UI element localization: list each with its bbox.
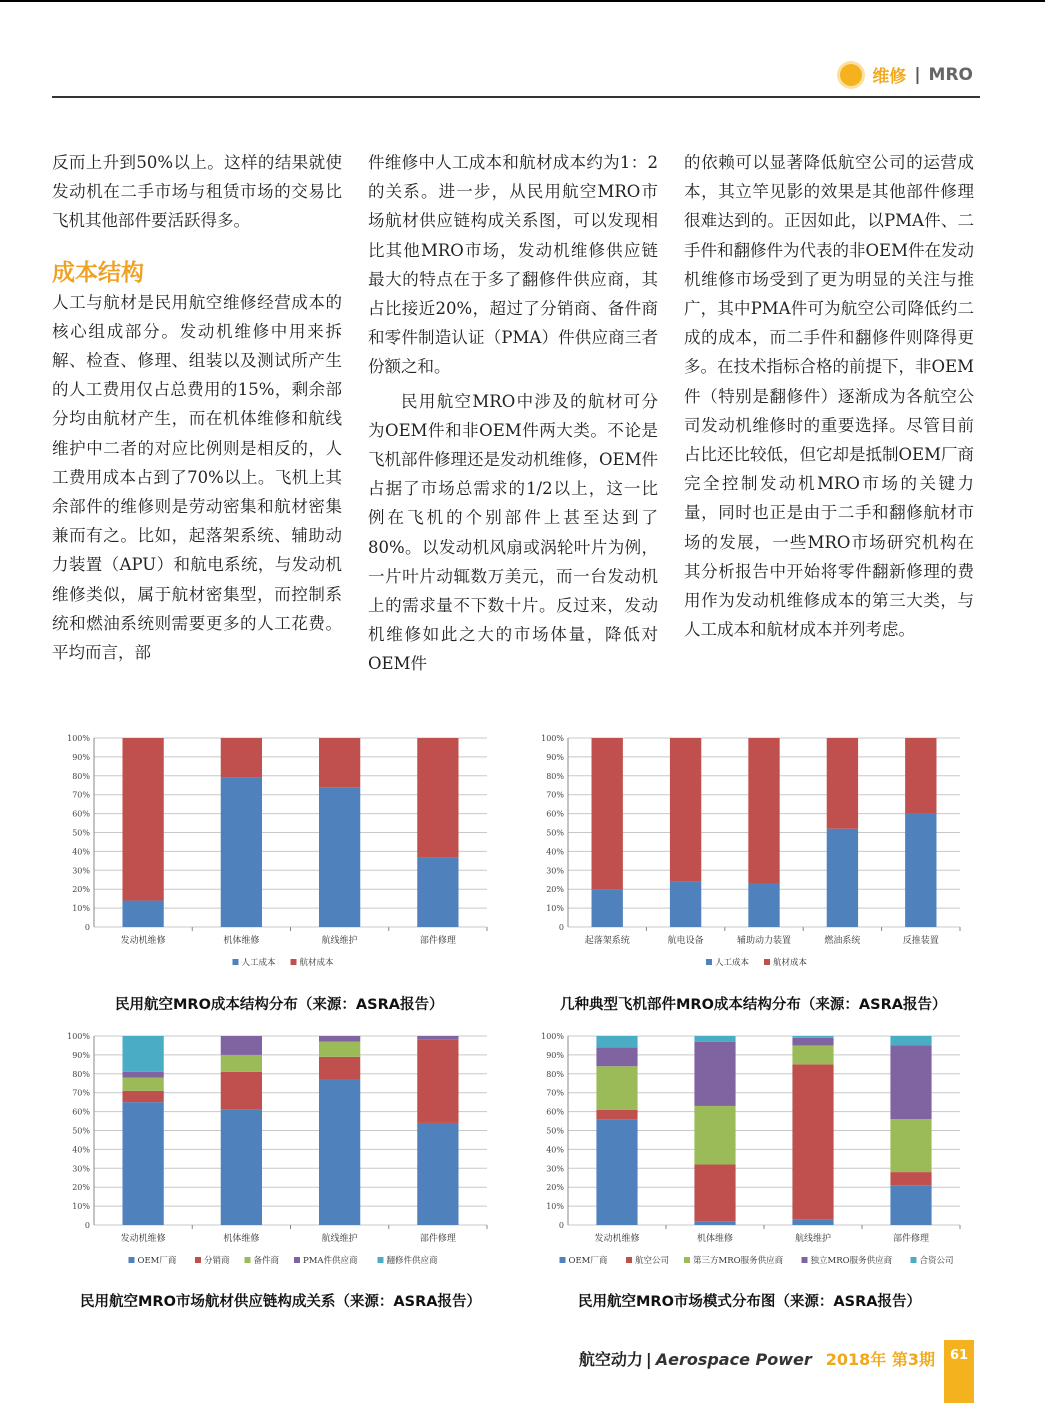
y-tick-label: 70% (546, 790, 564, 800)
bar-segment (417, 857, 458, 927)
bar-segment (122, 1078, 163, 1091)
y-tick-label: 50% (72, 828, 90, 838)
y-tick-label: 20% (72, 885, 90, 895)
y-tick-label: 10% (72, 904, 90, 914)
header-separator: | (914, 64, 921, 85)
bar-segment (905, 814, 936, 927)
y-tick-label: 90% (72, 752, 90, 762)
x-tick-label: 发动机维修 (594, 1234, 640, 1244)
bar-segment (596, 1110, 637, 1119)
bar-segment (748, 738, 779, 884)
bar-segment (417, 1036, 458, 1040)
legend-label: OEM厂商 (568, 1256, 608, 1266)
y-tick-label: 80% (546, 771, 564, 781)
x-tick-label: 发动机维修 (120, 1234, 166, 1244)
y-tick-label: 10% (72, 1202, 90, 1212)
bar-segment (122, 901, 163, 927)
chart-svg (52, 730, 492, 980)
y-tick-label: 30% (546, 1164, 564, 1174)
bar-segment (596, 1119, 637, 1225)
bar-segment (694, 1165, 735, 1222)
x-tick-label: 机体维修 (223, 1234, 260, 1244)
y-tick-label: 100% (541, 734, 564, 743)
legend-label: 航材成本 (773, 958, 808, 968)
chart-supply-chain (52, 1028, 492, 1278)
y-tick-label: 60% (72, 1107, 90, 1117)
y-tick-label: 40% (72, 1145, 90, 1155)
x-tick-label: 起落架系统 (584, 936, 630, 946)
y-tick-label: 90% (72, 1050, 90, 1060)
bar-segment (592, 889, 623, 927)
bar-segment (694, 1042, 735, 1106)
chart-cost-structure (52, 730, 492, 980)
y-tick-label: 50% (72, 1126, 90, 1136)
x-tick-label: 航电设备 (667, 936, 704, 946)
legend-swatch (291, 959, 297, 965)
text-column-2 (368, 148, 658, 679)
y-tick-label: 90% (546, 752, 564, 762)
legend-swatch (233, 959, 239, 965)
chart-svg (530, 1028, 970, 1278)
y-tick-label: 10% (546, 904, 564, 914)
y-tick-label: 40% (72, 847, 90, 857)
bar-segment (221, 1036, 262, 1055)
bar-segment (417, 1040, 458, 1123)
legend-swatch (911, 1257, 917, 1263)
bar-segment (319, 1079, 360, 1225)
legend-swatch (626, 1257, 632, 1263)
legend-swatch (195, 1257, 201, 1263)
bar-segment (417, 738, 458, 857)
paragraph: 民用航空MRO中涉及的航材可分为OEM件和非OEM件两大类。不论是飞机部件修理还是发动机维修，OEM件占据了市场总需求的1/2以上，这一比例在飞机的个别部件上甚至达到了80%。以发动机风扇或涡轮叶片为例，一片叶片动辄数万美元，而一台发动机上的需求量不下数十片。反过来，发动机维修如此之大的市场体量，降低对OEM件 (368, 391, 658, 674)
bar-segment (319, 787, 360, 927)
bar-segment (596, 1047, 637, 1066)
y-tick-label: 40% (546, 847, 564, 857)
paragraph: 的依赖可以显著降低航空公司的运营成本，其立竿见影的效果是其他部件修理很难达到的。正因如此，以PMA件、二手件和翻修件为代表的非OEM件在发动机维修市场受到了更为明显的关注与推广，其中PMA件可为航空公司降低约二成的成本，而二手件和翻修件则降得更多。在技术指标合格的前提下，非OEM件（特别是翻修件）逐渐成为各航空公司发动机维修时的重要选择。尽管目前占比还比较低，但它却是抵制OEM厂商完全控制发动机MRO市场的关键力量，同时也正是由于二手和翻修航材市场的发展，一些MRO市场研究机构在其分析报告中开始将零件翻新修理的费用作为发动机维修成本的第三大类，与人工成本和航材成本并列考虑。 (684, 153, 974, 640)
y-tick-label: 100% (541, 1032, 564, 1041)
bar-segment (596, 1066, 637, 1109)
chart-svg (52, 1028, 492, 1278)
bar-segment (827, 738, 858, 829)
bar-segment (890, 1185, 931, 1225)
section-tag: MRO (928, 64, 973, 85)
magazine-name: 航空动力 (578, 1350, 643, 1369)
x-tick-label: 机体维修 (696, 1234, 734, 1244)
bar-segment (694, 1221, 735, 1225)
bar-segment (596, 1036, 637, 1047)
bar-segment (890, 1172, 931, 1185)
x-tick-label: 反推装置 (902, 936, 939, 946)
bar-segment (748, 884, 779, 927)
magazine-name-en: Aerospace Power (655, 1350, 812, 1369)
bar-segment (890, 1045, 931, 1119)
chart-market-mode (530, 1028, 970, 1278)
footer-separator: | (645, 1350, 652, 1369)
chart-component-cost-structure (530, 730, 970, 980)
legend-swatch (294, 1257, 300, 1263)
legend-label: 航空公司 (635, 1256, 670, 1266)
bar-segment (417, 1123, 458, 1225)
x-tick-label: 燃油系统 (824, 936, 861, 946)
legend-swatch (378, 1257, 384, 1263)
section-header (840, 62, 973, 87)
section-name: 维修 (872, 67, 907, 87)
legend-swatch (764, 959, 770, 965)
y-tick-label: 90% (546, 1050, 564, 1060)
legend-swatch (684, 1257, 690, 1263)
legend-swatch (802, 1257, 808, 1263)
bar-segment (122, 1091, 163, 1102)
y-tick-label: 0 (84, 923, 90, 932)
paragraph: 反而上升到50%以上。这样的结果就使发动机在二手市场与租赁市场的交易比飞机其他部件要活跃得多。 (52, 153, 342, 231)
legend-swatch (245, 1257, 251, 1263)
y-tick-label: 60% (72, 809, 90, 819)
text-column-1 (52, 148, 342, 667)
y-tick-label: 30% (546, 866, 564, 876)
bar-segment (122, 1072, 163, 1078)
bar-segment (827, 829, 858, 927)
y-tick-label: 70% (72, 790, 90, 800)
x-tick-label: 航线维护 (321, 1234, 358, 1244)
bar-segment (905, 738, 936, 814)
y-tick-label: 20% (546, 885, 564, 895)
bar-segment (670, 882, 701, 927)
bar-segment (319, 1036, 360, 1042)
legend-swatch (560, 1257, 566, 1263)
top-rule (0, 0, 1045, 2)
bar-segment (592, 738, 623, 889)
chart-caption: 民用航空MRO市场模式分布图（来源：ASRA报告） (578, 1294, 921, 1310)
bar-segment (792, 1038, 833, 1046)
legend-label: 备件商 (253, 1256, 280, 1266)
y-tick-label: 40% (546, 1145, 564, 1155)
bar-segment (221, 778, 262, 927)
bar-segment (792, 1036, 833, 1038)
magazine-logo-icon (840, 64, 862, 86)
legend-swatch (129, 1257, 135, 1263)
header-rule (52, 96, 980, 98)
y-tick-label: 60% (546, 1107, 564, 1117)
y-tick-label: 50% (546, 1126, 564, 1136)
bar-segment (319, 1057, 360, 1080)
chart-caption: 民用航空MRO成本结构分布（来源：ASRA报告） (115, 997, 444, 1013)
bar-segment (221, 1072, 262, 1110)
y-tick-label: 80% (72, 771, 90, 781)
bar-segment (890, 1119, 931, 1172)
legend-label: OEM厂商 (137, 1256, 177, 1266)
y-tick-label: 70% (72, 1088, 90, 1098)
x-tick-label: 部件修理 (419, 1234, 456, 1244)
y-tick-label: 100% (67, 734, 90, 743)
legend-label: 航材成本 (299, 958, 334, 968)
bar-segment (122, 738, 163, 901)
bar-segment (221, 1055, 262, 1072)
x-tick-label: 航线维护 (321, 936, 358, 946)
bar-segment (694, 1106, 735, 1165)
bar-segment (221, 1110, 262, 1225)
x-tick-label: 部件修理 (892, 1234, 930, 1244)
legend-label: 翻修件供应商 (386, 1256, 438, 1266)
bar-segment (319, 1042, 360, 1057)
text-column-3 (684, 148, 974, 644)
legend-label: PMA件供应商 (303, 1256, 358, 1266)
bar-segment (670, 738, 701, 882)
issue-label: 2018年 第3期 (825, 1350, 935, 1369)
legend-label: 合资公司 (919, 1256, 954, 1266)
legend-label: 独立MRO服务供应商 (810, 1256, 893, 1266)
chart-caption: 几种典型飞机部件MRO成本结构分布（来源：ASRA报告） (560, 997, 947, 1013)
page-number: 61 (944, 1340, 974, 1403)
chart-svg (530, 730, 970, 980)
bar-segment (319, 738, 360, 787)
y-tick-label: 50% (546, 828, 564, 838)
y-tick-label: 60% (546, 809, 564, 819)
x-tick-label: 辅助动力装置 (736, 936, 792, 946)
legend-label: 分销商 (204, 1256, 230, 1266)
y-tick-label: 0 (558, 1221, 564, 1230)
paragraph: 件维修中人工成本和航材成本约为1：2的关系。进一步，从民用航空MRO市场航材供应链构成关系图，可以发现相比其他MRO市场，发动机维修供应链最大的特点在于多了翻修件供应商，其占比接近20%，超过了分销商、备件商和零件制造认证（PMA）件供应商三者份额之和。 (368, 153, 658, 377)
y-tick-label: 0 (84, 1221, 90, 1230)
bar-segment (122, 1036, 163, 1072)
y-tick-label: 30% (72, 1164, 90, 1174)
y-tick-label: 70% (546, 1088, 564, 1098)
legend-label: 第三方MRO服务供应商 (693, 1256, 784, 1266)
legend-label: 人工成本 (241, 958, 276, 968)
paragraph: 人工与航材是民用航空维修经营成本的核心组成部分。发动机维修中用来拆解、检查、修理、组装以及测试所产生的人工费用仅占总费用的15%，剩余部分均由航材产生，而在机体维修和航线维护中二者的对应比例则是相反的，人工费用成本占到了70%以上。飞机上其余部件的维修则是劳动密集和航材密集兼而有之。比如，起落架系统、辅助动力装置（APU）和航电系统，与发动机维修类似，属于航材密集型，而控制系统和燃油系统则需要更多的人工花费。平均而言，部 (52, 292, 342, 663)
bar-segment (792, 1219, 833, 1225)
y-tick-label: 80% (72, 1069, 90, 1079)
x-tick-label: 发动机维修 (120, 936, 166, 946)
section-title: 成本结构 (52, 259, 144, 286)
bar-segment (792, 1045, 833, 1064)
x-tick-label: 机体维修 (223, 936, 260, 946)
y-tick-label: 20% (72, 1183, 90, 1193)
y-tick-label: 30% (72, 866, 90, 876)
y-tick-label: 0 (558, 923, 564, 932)
x-tick-label: 部件修理 (419, 936, 456, 946)
y-tick-label: 80% (546, 1069, 564, 1079)
bar-segment (792, 1064, 833, 1219)
bar-segment (890, 1036, 931, 1045)
bar-segment (221, 738, 262, 778)
legend-swatch (706, 959, 712, 965)
bar-segment (122, 1102, 163, 1225)
y-tick-label: 10% (546, 1202, 564, 1212)
x-tick-label: 航线维护 (794, 1234, 832, 1244)
y-tick-label: 100% (67, 1032, 90, 1041)
y-tick-label: 20% (546, 1183, 564, 1193)
bar-segment (694, 1036, 735, 1042)
page-footer (579, 1347, 935, 1370)
legend-label: 人工成本 (715, 958, 750, 968)
chart-caption: 民用航空MRO市场航材供应链构成关系（来源：ASRA报告） (80, 1294, 481, 1310)
